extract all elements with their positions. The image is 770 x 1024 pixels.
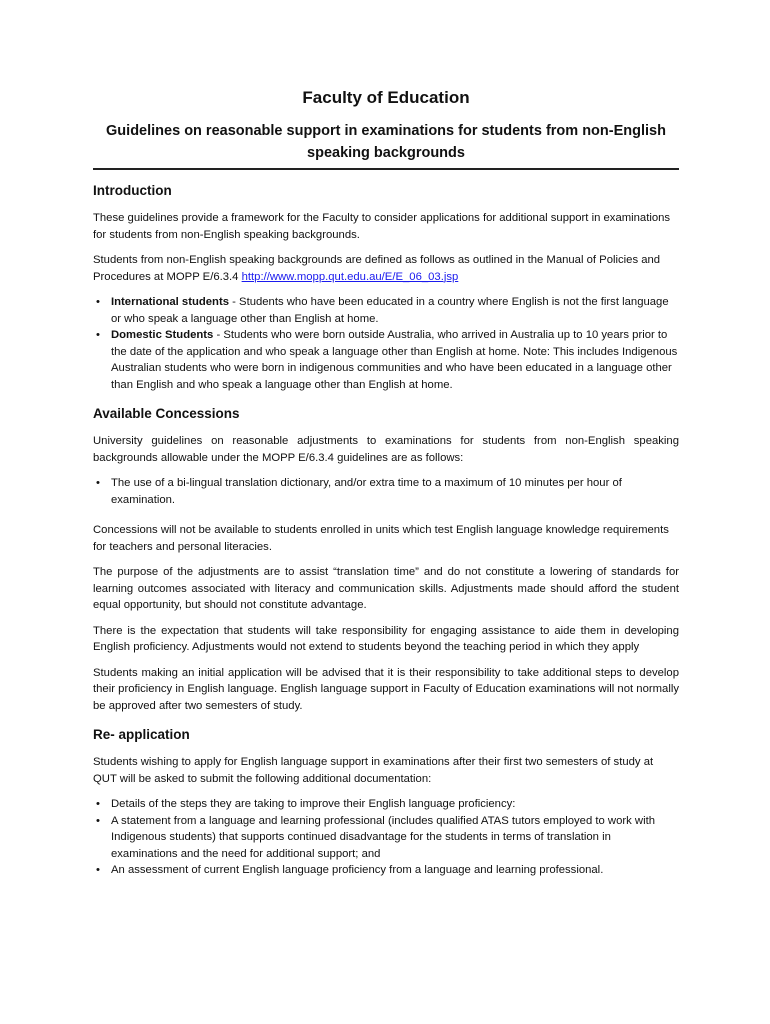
document-page (93, 86, 679, 888)
reapplication-list (93, 796, 679, 879)
bullet-icon: • (96, 864, 100, 876)
term-domestic-students: Domestic Students (111, 329, 214, 341)
concessions-paragraph-2: Concessions will not be available to students enrolled in units which test English language knowledge requirements for teachers and personal literacies. (93, 524, 669, 553)
concession-text: The use of a bi-lingual translation dictionary, and/or extra time to a maximum of 10 minutes per hour of examination. (111, 477, 622, 506)
intro-definitions-list (93, 294, 679, 393)
reapplication-item-3: An assessment of current English language proficiency from a language and learning professional. (111, 864, 604, 876)
list-item-concession (96, 475, 679, 508)
concessions-paragraph-3: The purpose of the adjustments are to assist “translation time” and do not constitute a lowering of standards for learning outcomes associated with literacy and communication skills. Adjustments made should afford the student equal opportunity, but should not constitute advantage. (93, 566, 679, 611)
reapplication-paragraph-1: Students wishing to apply for English language support in examinations after their first two semesters of study at QUT will be asked to submit the following additional documentation: (93, 756, 654, 785)
list-item-assessment (96, 862, 679, 879)
bullet-icon: • (96, 814, 100, 827)
section-heading-available-concessions: Available Concessions (93, 406, 240, 421)
intro-paragraph-2-text: Students from non-English speaking backgrounds are defined as follows as outlined in the Manual of Policies and Procedures at MOPP E/6.3.4 (93, 254, 661, 283)
list-item-statement (96, 813, 679, 863)
term-international-students: International students (111, 296, 229, 308)
bullet-icon: • (96, 296, 100, 308)
list-item-steps (96, 796, 679, 813)
page-title: Faculty of Education (302, 88, 470, 107)
concessions-list (93, 475, 679, 508)
list-item-international-students (96, 294, 679, 327)
bullet-icon: • (96, 329, 100, 341)
reapplication-item-1: Details of the steps they are taking to improve their English language proficiency: (111, 798, 516, 810)
intro-paragraph-1: These guidelines provide a framework for the Faculty to consider applications for additional support in examinations for students from non-English speaking backgrounds. (93, 212, 671, 241)
intro-paragraph-2 (93, 252, 679, 285)
title-divider (93, 168, 679, 170)
concessions-paragraph-1: University guidelines on reasonable adjustments to examinations for students from non-English speaking backgrounds allowable under the MOPP E/6.3.4 guidelines are as follows: (93, 435, 679, 464)
bullet-icon: • (96, 798, 100, 810)
mopp-link[interactable]: http://www.mopp.qut.edu.au/E/E_06_03.jsp (241, 270, 459, 283)
concessions-paragraph-4: There is the expectation that students will take responsibility for engaging assistance to aide them in developing English proficiency. Adjustments would not extend to students beyond the teaching period in which they apply (93, 624, 679, 653)
reapplication-item-2: A statement from a language and learning professional (includes qualified ATAS tutors employed to work with Indigenous students) that supports continued disadvantage for the students in terms of translation in examinations and the need for additional support; and (111, 814, 656, 860)
section-heading-reapplication: Re- application (93, 727, 190, 742)
definition-domestic-students: - Students who were born outside Australia, who arrived in Australia up to 10 years prior to the date of the application and who speak a language other than English at home. Note: This includes Indigenous Australian students who were born in indigenous communities and who have been educated in a language other than English and who speak a language other than English at home. (111, 329, 678, 391)
section-heading-introduction: Introduction (93, 183, 172, 198)
list-item-domestic-students (96, 327, 679, 393)
bullet-icon: • (96, 477, 100, 489)
document-subtitle: Guidelines on reasonable support in examinations for students from non-English speaking backgrounds (106, 123, 666, 161)
concessions-paragraph-5: Students making an initial application will be advised that it is their responsibility to take additional steps to develop their proficiency in English language. English language support in Faculty of Education examinations will not normally be approved after two semesters of study. (93, 666, 679, 712)
definition-international-students: - Students who have been educated in a country where English is not the first language or who speak a language other than English at home. (111, 296, 669, 325)
